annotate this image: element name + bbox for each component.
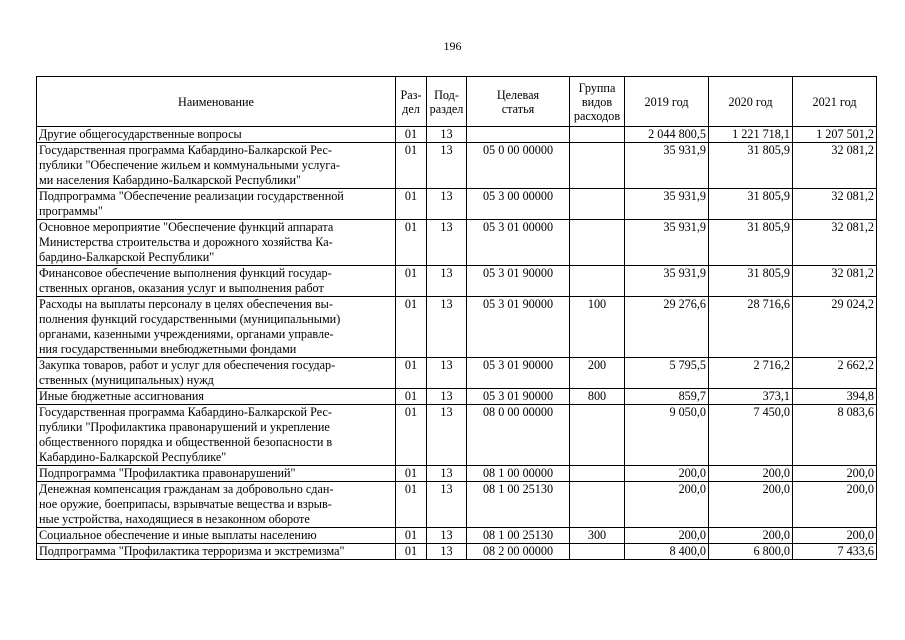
cell-year-2019: 35 931,9	[625, 143, 709, 189]
cell-year-2021: 200,0	[793, 466, 877, 482]
cell-year-2021: 32 081,2	[793, 143, 877, 189]
header-target-article: Целевая статья	[467, 77, 570, 127]
cell-year-2021: 32 081,2	[793, 266, 877, 297]
cell-razdel: 01	[396, 358, 427, 389]
cell-year-2020: 1 221 718,1	[709, 127, 793, 143]
header-name: Наименование	[37, 77, 396, 127]
cell-year-2021: 394,8	[793, 389, 877, 405]
cell-razdel: 01	[396, 143, 427, 189]
cell-razdel: 01	[396, 405, 427, 466]
cell-razdel: 01	[396, 389, 427, 405]
cell-year-2020: 31 805,9	[709, 220, 793, 266]
table-row	[37, 405, 877, 466]
cell-year-2021: 2 662,2	[793, 358, 877, 389]
cell-year-2021: 29 024,2	[793, 297, 877, 358]
cell-target-article: 08 2 00 00000	[467, 544, 570, 560]
table-row	[37, 466, 877, 482]
table-row	[37, 266, 877, 297]
cell-year-2020: 200,0	[709, 528, 793, 544]
table-row	[37, 358, 877, 389]
cell-year-2020: 200,0	[709, 466, 793, 482]
page-number: 196	[443, 39, 462, 53]
cell-year-2020: 31 805,9	[709, 189, 793, 220]
cell-razdel: 01	[396, 127, 427, 143]
cell-expense-group	[570, 266, 625, 297]
cell-podrazdel: 13	[427, 466, 467, 482]
budget-table	[36, 76, 877, 560]
cell-target-article: 05 3 01 90000	[467, 297, 570, 358]
cell-name: Закупка товаров, работ и услуг для обеспечения государ- ственных (муниципальных) нужд	[37, 358, 396, 389]
cell-target-article: 08 0 00 00000	[467, 405, 570, 466]
cell-year-2021: 32 081,2	[793, 189, 877, 220]
cell-target-article: 05 3 01 90000	[467, 266, 570, 297]
cell-expense-group	[570, 482, 625, 528]
cell-podrazdel: 13	[427, 189, 467, 220]
cell-podrazdel: 13	[427, 389, 467, 405]
cell-target-article: 05 3 01 90000	[467, 389, 570, 405]
cell-name: Основное мероприятие "Обеспечение функций аппарата Министерства строительства и дорожного хозяйства Ка- бардино-Балкарской Республики"	[37, 220, 396, 266]
cell-year-2021: 200,0	[793, 528, 877, 544]
cell-year-2019: 29 276,6	[625, 297, 709, 358]
table-body	[37, 127, 877, 560]
cell-razdel: 01	[396, 544, 427, 560]
table-row	[37, 143, 877, 189]
cell-expense-group	[570, 220, 625, 266]
cell-name: Государственная программа Кабардино-Балкарской Рес- публики "Профилактика правонарушений и укрепление общественного порядка и общественной безопасности в Кабардино-Балкарской Республике"	[37, 405, 396, 466]
cell-expense-group	[570, 189, 625, 220]
cell-year-2019: 35 931,9	[625, 220, 709, 266]
cell-target-article: 08 1 00 25130	[467, 482, 570, 528]
cell-target-article: 05 3 01 00000	[467, 220, 570, 266]
cell-year-2019: 8 400,0	[625, 544, 709, 560]
cell-expense-group	[570, 466, 625, 482]
cell-name: Денежная компенсация гражданам за добровольно сдан- ное оружие, боеприпасы, взрывчатые вещества и взрыв- ные устройства, находящиеся в незаконном обороте	[37, 482, 396, 528]
cell-name: Другие общегосударственные вопросы	[37, 127, 396, 143]
cell-name: Подпрограмма "Профилактика терроризма и экстремизма"	[37, 544, 396, 560]
cell-expense-group: 800	[570, 389, 625, 405]
cell-year-2021: 32 081,2	[793, 220, 877, 266]
table-header-row	[37, 77, 877, 127]
table-row	[37, 482, 877, 528]
cell-year-2020: 6 800,0	[709, 544, 793, 560]
cell-expense-group: 200	[570, 358, 625, 389]
cell-podrazdel: 13	[427, 143, 467, 189]
cell-podrazdel: 13	[427, 220, 467, 266]
cell-name: Подпрограмма "Профилактика правонарушений"	[37, 466, 396, 482]
cell-year-2019: 5 795,5	[625, 358, 709, 389]
cell-razdel: 01	[396, 266, 427, 297]
table-row	[37, 189, 877, 220]
cell-year-2020: 200,0	[709, 482, 793, 528]
header-year-2021: 2021 год	[793, 77, 877, 127]
cell-podrazdel: 13	[427, 266, 467, 297]
cell-expense-group	[570, 405, 625, 466]
cell-podrazdel: 13	[427, 405, 467, 466]
cell-podrazdel: 13	[427, 528, 467, 544]
cell-year-2021: 200,0	[793, 482, 877, 528]
table-row	[37, 528, 877, 544]
cell-year-2019: 35 931,9	[625, 266, 709, 297]
cell-name: Расходы на выплаты персоналу в целях обеспечения вы- полнения функций государственными (муниципальными) органами, казенными учреждениями, органами управле- ния государственными внебюджетными фондами	[37, 297, 396, 358]
cell-razdel: 01	[396, 528, 427, 544]
cell-year-2019: 859,7	[625, 389, 709, 405]
cell-target-article: 05 0 00 00000	[467, 143, 570, 189]
cell-year-2019: 200,0	[625, 528, 709, 544]
cell-razdel: 01	[396, 189, 427, 220]
cell-year-2021: 8 083,6	[793, 405, 877, 466]
cell-year-2020: 31 805,9	[709, 143, 793, 189]
cell-expense-group	[570, 127, 625, 143]
cell-expense-group: 300	[570, 528, 625, 544]
cell-year-2020: 31 805,9	[709, 266, 793, 297]
cell-expense-group	[570, 544, 625, 560]
header-year-2019: 2019 год	[625, 77, 709, 127]
cell-target-article: 05 3 01 90000	[467, 358, 570, 389]
cell-expense-group	[570, 143, 625, 189]
cell-target-article	[467, 127, 570, 143]
cell-name: Финансовое обеспечение выполнения функций государ- ственных органов, оказания услуг и выполнения работ	[37, 266, 396, 297]
cell-year-2020: 28 716,6	[709, 297, 793, 358]
header-expense-group: Группа видов расходов	[570, 77, 625, 127]
cell-year-2021: 1 207 501,2	[793, 127, 877, 143]
cell-year-2019: 200,0	[625, 466, 709, 482]
cell-name: Государственная программа Кабардино-Балкарской Рес- публики "Обеспечение жильем и коммунальными услуга- ми населения Кабардино-Балкарской Республики"	[37, 143, 396, 189]
cell-podrazdel: 13	[427, 482, 467, 528]
cell-target-article: 08 1 00 25130	[467, 528, 570, 544]
cell-podrazdel: 13	[427, 358, 467, 389]
cell-name: Иные бюджетные ассигнования	[37, 389, 396, 405]
cell-year-2020: 2 716,2	[709, 358, 793, 389]
cell-target-article: 05 3 00 00000	[467, 189, 570, 220]
cell-expense-group: 100	[570, 297, 625, 358]
cell-podrazdel: 13	[427, 544, 467, 560]
header-year-2020: 2020 год	[709, 77, 793, 127]
header-razdel: Раз- дел	[396, 77, 427, 127]
cell-name: Социальное обеспечение и иные выплаты населению	[37, 528, 396, 544]
table-row	[37, 220, 877, 266]
cell-target-article: 08 1 00 00000	[467, 466, 570, 482]
cell-razdel: 01	[396, 466, 427, 482]
table-row	[37, 297, 877, 358]
cell-year-2021: 7 433,6	[793, 544, 877, 560]
cell-year-2019: 35 931,9	[625, 189, 709, 220]
table-row	[37, 544, 877, 560]
cell-year-2019: 2 044 800,5	[625, 127, 709, 143]
cell-year-2020: 7 450,0	[709, 405, 793, 466]
header-podrazdel: Под- раздел	[427, 77, 467, 127]
cell-razdel: 01	[396, 297, 427, 358]
cell-razdel: 01	[396, 220, 427, 266]
cell-year-2019: 9 050,0	[625, 405, 709, 466]
cell-year-2020: 373,1	[709, 389, 793, 405]
cell-year-2019: 200,0	[625, 482, 709, 528]
table-row	[37, 389, 877, 405]
cell-name: Подпрограмма "Обеспечение реализации государственной программы"	[37, 189, 396, 220]
table-row	[37, 127, 877, 143]
cell-podrazdel: 13	[427, 127, 467, 143]
cell-podrazdel: 13	[427, 297, 467, 358]
cell-razdel: 01	[396, 482, 427, 528]
